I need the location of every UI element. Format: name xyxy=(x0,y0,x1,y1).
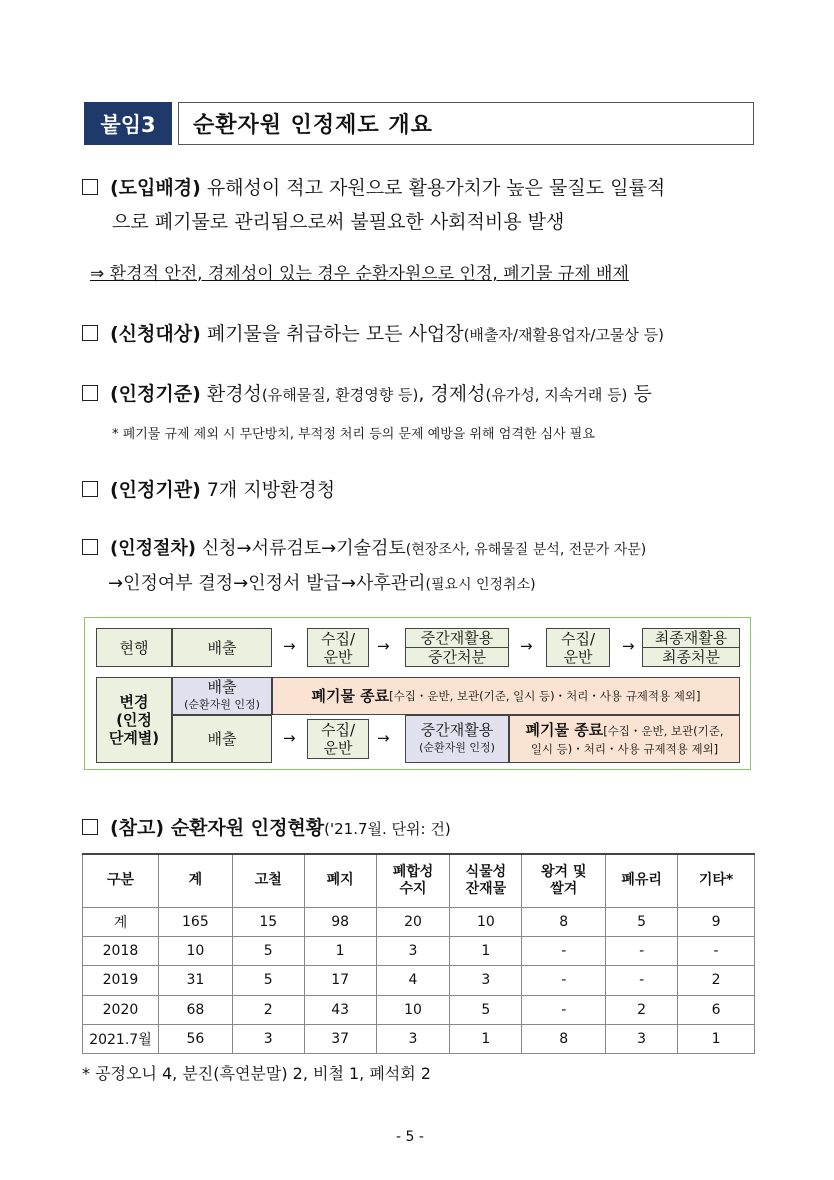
flow-waste-end-1-note: [수집・운반, 보관(기준, 일시 등)・처리・사용 규제적용 제외] xyxy=(389,689,701,703)
table-header-cell: 폐지 xyxy=(304,854,376,907)
flow-discharge-cert-sub: (순환자원 인정) xyxy=(184,698,260,711)
procedure-text1: 신청→서류검토→기술검토 xyxy=(196,538,406,559)
table-cell: 1 xyxy=(678,1025,755,1054)
attachment-tag: 붙임3 xyxy=(84,102,172,145)
table-cell: 165 xyxy=(158,907,232,936)
criteria-text2: , 경제성 xyxy=(418,383,486,405)
table-cell: 5 xyxy=(606,907,678,936)
criteria-text1: 환경성 xyxy=(200,383,262,405)
arrow-icon: → xyxy=(622,637,635,655)
flow-discharge-cert xyxy=(172,677,272,715)
page-number: - 5 - xyxy=(396,1129,424,1145)
table-cell: - xyxy=(606,966,678,995)
flow-current-label: 현행 xyxy=(96,628,172,667)
checkbox-icon xyxy=(82,481,98,497)
table-cell: - xyxy=(522,966,606,995)
table-cell: 2020 xyxy=(83,995,159,1024)
table-cell: 37 xyxy=(304,1025,376,1054)
procedure-line2 xyxy=(108,568,536,601)
table-cell: - xyxy=(606,936,678,965)
table-cell: 8 xyxy=(522,907,606,936)
flow-waste-end-2-note1: [수집・운반, 보관(기준, xyxy=(603,723,724,738)
table-cell: 10 xyxy=(376,995,450,1024)
table-cell: 1 xyxy=(450,936,522,965)
table-cell: 5 xyxy=(232,966,304,995)
table-row xyxy=(83,995,755,1024)
applicants-text: 폐기물을 취급하는 모든 사업장 xyxy=(200,323,464,345)
table-cell: 68 xyxy=(158,995,232,1024)
flow-waste-end-2-bold: 폐기물 종료 xyxy=(525,720,604,739)
table-cell: 10 xyxy=(158,936,232,965)
table-cell: 2019 xyxy=(83,966,159,995)
table-row xyxy=(83,966,755,995)
checkbox-icon xyxy=(82,539,98,555)
process-flow-diagram xyxy=(84,617,751,770)
agency-label: (인정기관) xyxy=(110,479,201,501)
checkbox-icon xyxy=(82,819,98,835)
table-cell: 31 xyxy=(158,966,232,995)
certification-status-table xyxy=(82,853,755,1054)
table-header-cell: 폐유리 xyxy=(606,854,678,907)
arrow-icon: → xyxy=(283,729,296,747)
table-row xyxy=(83,907,755,936)
table-header-cell: 계 xyxy=(158,854,232,907)
intro-label: (도입배경) xyxy=(110,177,201,199)
agency-line xyxy=(82,474,335,506)
criteria-note1: (유해물질, 환경영향 등) xyxy=(261,386,419,404)
checkbox-icon xyxy=(82,385,98,401)
table-footnote: * 공정오니 4, 분진(흑연분말) 2, 비철 1, 폐석회 2 xyxy=(82,1064,431,1083)
table-cell: 3 xyxy=(606,1025,678,1054)
table-cell: 4 xyxy=(376,966,450,995)
table-cell: 20 xyxy=(376,907,450,936)
flow-mid-cert xyxy=(405,715,509,763)
criteria-footnote: * 폐기물 규제 제외 시 무단방치, 부적정 처리 등의 문제 예방을 위해 엄격한 심사 필요 xyxy=(112,427,595,442)
flow-waste-end-1 xyxy=(272,677,740,715)
table-cell: 8 xyxy=(522,1025,606,1054)
procedure-line1 xyxy=(82,533,646,566)
table-cell: 43 xyxy=(304,995,376,1024)
table-cell: 1 xyxy=(304,936,376,965)
table-cell: 2021.7월 xyxy=(83,1025,159,1054)
page-title: 순환자원 인정제도 개요 xyxy=(178,102,754,145)
section-header xyxy=(84,102,754,145)
flow-changed-label: 변경 (인정 단계별) xyxy=(96,677,172,763)
flow-collect-2: 수집/ 운반 xyxy=(546,628,610,667)
table-header-cell: 왕겨 및 쌀겨 xyxy=(522,854,606,907)
procedure-text2: →인정여부 결정→인정서 발급→사후관리 xyxy=(108,573,426,594)
table-row xyxy=(83,936,755,965)
table-cell: 3 xyxy=(450,966,522,995)
table-cell: 17 xyxy=(304,966,376,995)
flow-discharge-cert-main: 배출 xyxy=(207,678,237,696)
table-header-cell: 식물성 잔재물 xyxy=(450,854,522,907)
criteria-line xyxy=(82,378,652,411)
table-cell: 10 xyxy=(450,907,522,936)
table-row xyxy=(83,1025,755,1054)
table-cell: 5 xyxy=(450,995,522,1024)
flow-mid-recycle: 중간재활용 xyxy=(405,628,509,648)
table-header-cell: 고철 xyxy=(232,854,304,907)
intro-line1 xyxy=(82,172,665,204)
flow-discharge-2: 배출 xyxy=(172,715,272,763)
table-cell: 2 xyxy=(606,995,678,1024)
table-header-cell: 구분 xyxy=(83,854,159,907)
flow-final-treat: 최종처분 xyxy=(642,647,740,667)
flow-waste-end-2-note2: 일시 등)・처리・사용 규제적용 제외] xyxy=(530,741,719,756)
arrow-icon: → xyxy=(377,637,390,655)
criteria-label: (인정기준) xyxy=(110,383,201,405)
criteria-note2: (유가성, 지속거래 등) xyxy=(485,386,628,404)
criteria-text3: 등 xyxy=(627,383,652,405)
arrow-icon: → xyxy=(377,729,390,747)
table-cell: 15 xyxy=(232,907,304,936)
flow-final-recycle: 최종재활용 xyxy=(642,628,740,648)
table-cell: 6 xyxy=(678,995,755,1024)
table-cell: 3 xyxy=(376,936,450,965)
procedure-note1: (현장조사, 유해물질 분석, 전문가 자문) xyxy=(405,542,647,558)
table-header-cell: 폐합성 수지 xyxy=(376,854,450,907)
table-cell: 2 xyxy=(678,966,755,995)
table-cell: 56 xyxy=(158,1025,232,1054)
applicants-note: (배출자/재활용업자/고물상 등) xyxy=(463,326,665,344)
flow-discharge: 배출 xyxy=(172,628,272,667)
applicants-label: (신청대상) xyxy=(110,323,201,345)
table-cell: 9 xyxy=(678,907,755,936)
intro-line2: 으로 폐기물로 관리됨으로써 불필요한 사회적비용 발생 xyxy=(112,211,565,233)
arrow-icon: → xyxy=(520,637,533,655)
flow-mid-cert-main: 중간재활용 xyxy=(420,721,494,739)
table-cell: 1 xyxy=(450,1025,522,1054)
table-cell: 98 xyxy=(304,907,376,936)
table-cell: - xyxy=(678,936,755,965)
reference-note: ('21.7월. 단위: 건) xyxy=(324,820,451,838)
table-cell: 2018 xyxy=(83,936,159,965)
flow-waste-end-1-bold: 폐기물 종료 xyxy=(311,687,390,705)
procedure-label: (인정절차) xyxy=(110,538,197,559)
table-header-cell: 기타* xyxy=(678,854,755,907)
reference-label: (참고) 순환자원 인정현황 xyxy=(110,817,325,839)
flow-waste-end-2 xyxy=(509,715,740,763)
table-body xyxy=(83,907,755,1054)
table-cell: 계 xyxy=(83,907,159,936)
table-cell: - xyxy=(522,936,606,965)
table-cell: - xyxy=(522,995,606,1024)
table-cell: 5 xyxy=(232,936,304,965)
intro-text1: 유해성이 적고 자원으로 활용가치가 높은 물질도 일률적 xyxy=(200,177,666,199)
arrow-icon: → xyxy=(283,637,296,655)
flow-collect-3: 수집/ 운반 xyxy=(307,719,369,759)
table-cell: 2 xyxy=(232,995,304,1024)
flow-mid-cert-sub: (순환자원 인정) xyxy=(419,741,495,754)
table-cell: 3 xyxy=(376,1025,450,1054)
applicants-line xyxy=(82,318,664,351)
table-cell: 3 xyxy=(232,1025,304,1054)
checkbox-icon xyxy=(82,179,98,195)
checkbox-icon xyxy=(82,325,98,341)
agency-text: 7개 지방환경청 xyxy=(200,479,336,501)
flow-mid-treat: 중간처분 xyxy=(405,647,509,667)
flow-collect: 수집/ 운반 xyxy=(307,628,369,667)
table-header-row xyxy=(83,854,755,907)
intro-conclusion: ⇒ 환경적 안전, 경제성이 있는 경우 순환자원으로 인정, 폐기물 규제 배제 xyxy=(90,264,629,284)
reference-line xyxy=(82,812,451,845)
procedure-note2: (필요시 인정취소) xyxy=(425,577,536,593)
